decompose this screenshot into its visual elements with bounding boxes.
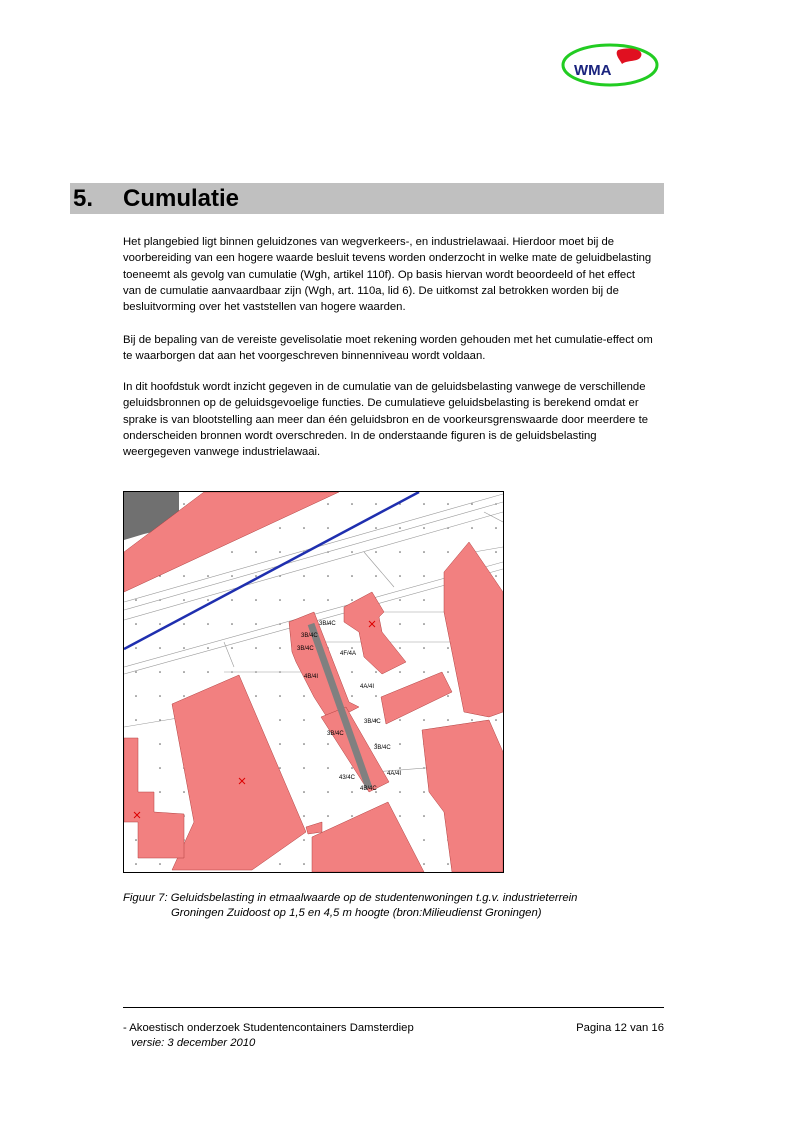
paragraph-1: Het plangebied ligt binnen geluidzones van wegverkeers-, en industrielawaai. Hierdoor moet bij de voorbereiding van een hogere waarde besluit tevens worden onderzocht in welke mate de geluidbelasting toeneemt als gevolg van cumulatie (Wgh, artikel 110f). Op basis hiervan wordt beoordeeld of het effect van de cumulatie aanvaardbaar zijn (Wgh, art. 110a, lid 6). De uitkomst zal betrokken worden bij de besluitvorming over het vaststellen van hogere waarden. [123, 236, 652, 314]
map-label: 3B/4C [297, 646, 314, 652]
paragraph-2: Bij de bepaling van de vereiste gevelisolatie moet rekening worden gehouden met het cumulatie-effect om te waarborgen dat aan het voorgeschreven binnenniveau wordt voldaan. [123, 334, 653, 363]
map-label: 3B/4C [301, 633, 318, 639]
logo-swoosh-icon [617, 48, 642, 64]
footer-divider [123, 1007, 664, 1008]
paragraph-3: In dit hoofdstuk wordt inzicht gegeven in de cumulatie van de geluidsbelasting vanwege de verschillende geluidsbronnen op de geluidsgevoelige functies. De cumulatieve geluidsbelasting is berekend omdat er sprake is van blootstelling aan meer dan één geluidsbron en de voorkeursgrenswaarde door meerdere te onderscheiden bronnen wordt overschreden. In de onderstaande figuren is de geluidsbelasting weergegeven vanwege industrielawaai. [123, 381, 648, 459]
map-label: 3B/4C [319, 621, 336, 627]
caption-line-2: Groningen Zuidoost op 1,5 en 4,5 m hoogte (bron:Milieudienst Groningen) [171, 907, 542, 919]
caption-line-1: Figuur 7: Geluidsbelasting in etmaalwaarde op de studentenwoningen t.g.v. industrieterrein [123, 892, 578, 904]
map-label: 4B/4I [304, 674, 319, 680]
noise-map-figure [123, 491, 504, 873]
map-label: 43/4C [339, 775, 356, 781]
map-label: 4A/4I [360, 684, 375, 690]
chapter-heading [70, 183, 664, 214]
wma-logo [560, 42, 660, 88]
footer-version: versie: 3 december 2010 [131, 1037, 256, 1049]
footer-page-number: Pagina 12 van 16 [576, 1022, 664, 1034]
footer-document-info [123, 1021, 414, 1051]
map-label: 4B/4C [360, 786, 377, 792]
chapter-title: Cumulatie [123, 185, 240, 212]
map-label: 4A/4I [387, 771, 402, 777]
map-label: 3B/4C [364, 719, 381, 725]
map-label: 3B/4C [327, 731, 344, 737]
map-label: 4F/4A [340, 651, 357, 657]
footer-document-title: - Akoestisch onderzoek Studentencontainers Damsterdiep [123, 1022, 414, 1034]
logo-text: WMA [574, 62, 612, 79]
chapter-number: 5. [73, 185, 94, 212]
map-label: 3B/4C [374, 745, 391, 751]
figure-caption [123, 891, 663, 921]
